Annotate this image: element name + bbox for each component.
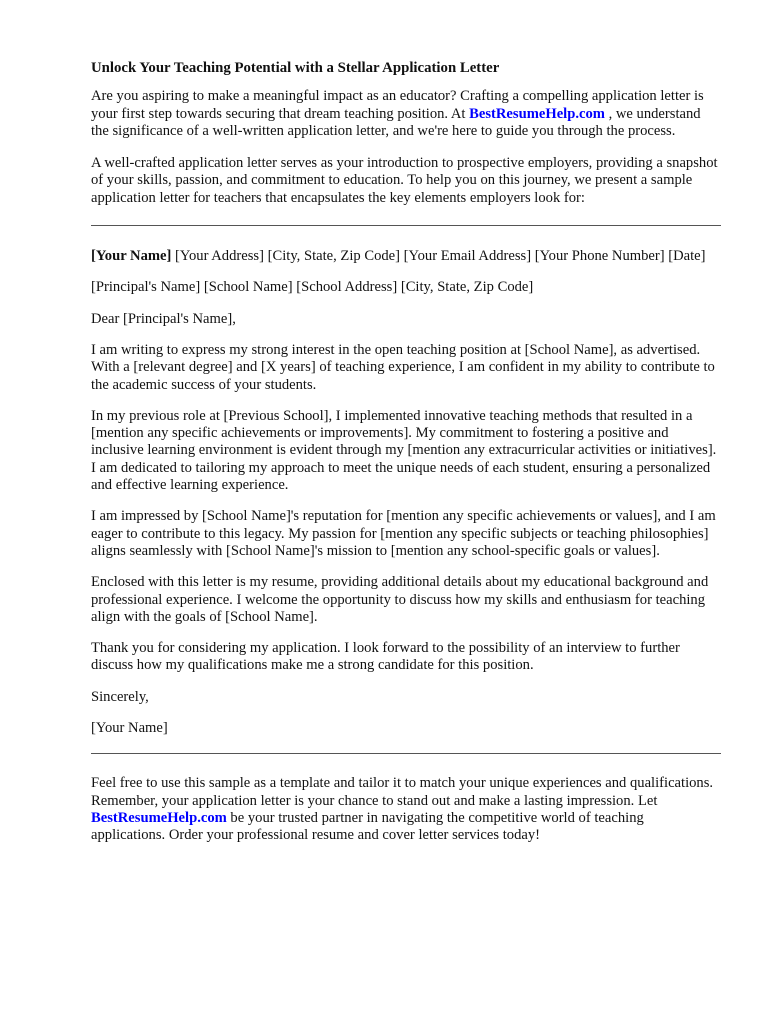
salutation: Dear [Principal's Name], bbox=[91, 310, 236, 327]
signature: [Your Name] bbox=[91, 720, 168, 737]
letter-header bbox=[91, 248, 721, 265]
letter-paragraph: Thank you for considering my application. I look forward to the possibility of an interview to further discuss how my qualifications make me a strong candidate for this position. bbox=[91, 640, 680, 674]
intro-paragraph-2: A well-crafted application letter serves as your introduction to prospective employers, providing a snapshot of your skills, passion, and commitment to education. To help you on this journey, we present a sample application letter for teachers that encapsulates the key elements employers look for: bbox=[91, 155, 718, 206]
letter-paragraph: I am writing to express my strong interest in the open teaching position at [School Name], as advertised. With a [relevant degree] and [X years] of teaching experience, I am confident in my ability to contribute to the academic success of your students. bbox=[91, 341, 715, 393]
sender-name: [Your Name] bbox=[91, 248, 172, 265]
letter-paragraph: Enclosed with this letter is my resume, providing additional details about my educational background and professional experience. I welcome the opportunity to discuss how my skills and enthusiasm for teaching align with the goals of [School Name]. bbox=[91, 574, 709, 625]
outro-text-after-link: be your trusted partner in navigating the competitive world of teaching applications. Order your professional resume and cover letter services today! bbox=[91, 809, 644, 844]
document-page bbox=[91, 60, 721, 860]
intro-text-after-link: , we understand the significance of a well-written application letter, and we're here to guide you through the process. bbox=[91, 105, 701, 139]
intro-text-before-link: Are you aspiring to make a meaningful impact as an educator? Crafting a compelling application letter is your first step towards securing that dream teaching position. At bbox=[91, 88, 704, 122]
letter-paragraph: I am impressed by [School Name]'s reputation for [mention any specific achievements or values], and I am eager to contribute to this legacy. My passion for [mention any specific subjects or teaching philosophies] aligns seamlessly with [School Name]'s mission to [mention any school-specific goals or values]. bbox=[91, 508, 716, 559]
sample-letter bbox=[91, 248, 721, 737]
bottom-divider bbox=[91, 753, 721, 754]
top-divider bbox=[91, 225, 721, 226]
bestresumehelp-link-footer[interactable]: BestResumeHelp.com bbox=[91, 809, 227, 826]
recipient-block: [Principal's Name] [School Name] [School Address] [City, State, Zip Code] bbox=[91, 279, 534, 296]
bestresumehelp-link[interactable]: BestResumeHelp.com bbox=[469, 105, 605, 122]
letter-paragraph: In my previous role at [Previous School], I implemented innovative teaching methods that resulted in a [mention any specific achievements or improvements]. My commitment to fostering a positive and inclusive learning environment is evident through my [mention any extracurricular activities or initiatives]. I am dedicated to tailoring my approach to meet the unique needs of each student, ensuring a personalized and effective learning experience. bbox=[91, 407, 717, 494]
outro-paragraph bbox=[91, 775, 721, 844]
sender-details: [Your Address] [City, State, Zip Code] [Your Email Address] [Your Phone Number] [Date] bbox=[171, 248, 706, 265]
page-title: Unlock Your Teaching Potential with a Stellar Application Letter bbox=[91, 60, 500, 76]
closing: Sincerely, bbox=[91, 688, 149, 705]
outro-text-before-link: Feel free to use this sample as a template and tailor it to match your unique experiences and qualifications. Remember, your application letter is your chance to stand out and make a lasting impression. Let bbox=[91, 775, 714, 809]
intro-paragraph-1 bbox=[91, 88, 721, 140]
